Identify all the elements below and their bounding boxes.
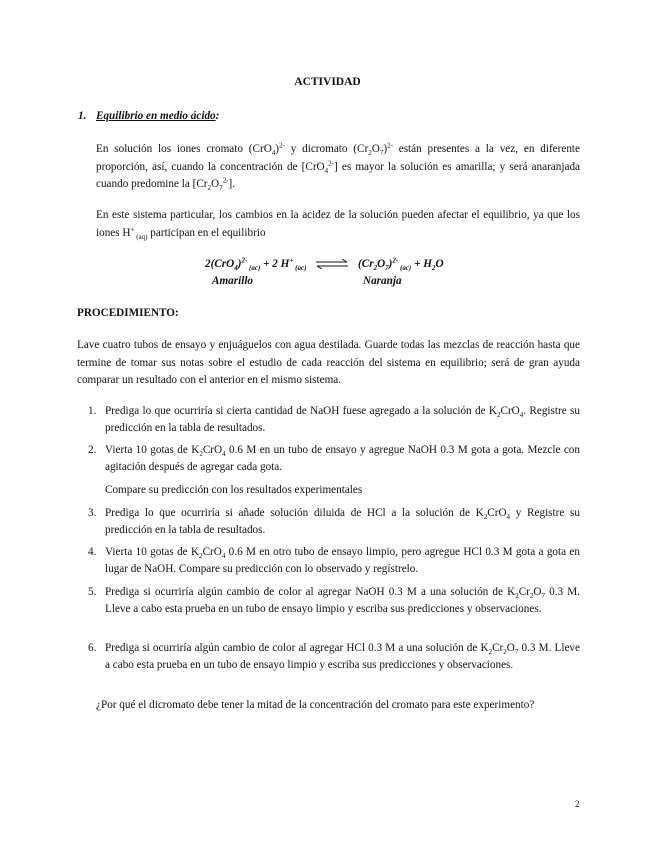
document-title: ACTIVIDAD — [294, 76, 361, 88]
label-naranja: Naranja — [363, 275, 402, 287]
section-colon: : — [215, 110, 220, 122]
paragraph-acidity: En este sistema particular, los cambios en la acidez de la solución pueden afectar el equilibrio, ya que los iones H+ $_{(aq)}$ participan en el equilibrio — [96, 209, 580, 241]
label-amarillo: Amarillo — [212, 275, 254, 287]
final-question: ¿Por qué el dicromato debe tener la mitad de la concentración del cromato para este experimento? — [96, 699, 535, 711]
section-title: Equilibrio en medio ácido — [96, 110, 216, 122]
list-item: 4. Vierta 10 gotas de $K_2CrO_4$ 0.6 M en otro tubo de ensayo limpio, pero agregue HCl 0.3 M gota a gota en lugar de NaOH. Compare su predicción con lo observado y regístrelo. — [88, 546, 580, 576]
procedure-intro: Lave cuatro tubos de ensayo y enjuáguelos con agua destilada. Guarde todas las mezclas de reacción hasta que termine de tomar sus notas sobre el estudio de cada reacción del sistema en equilibrio; será de gran ayuda comparar un resultado con el anterior en el mismo sistema. — [77, 339, 580, 387]
equilibrium-equation: $2(CrO_4)^{2-}$ $_{(ac)}$ + 2 H+ $_{(ac)}$ $(Cr_2O_7)^{2-}$ $_{(ac)} + H_2O$ — [205, 256, 444, 273]
list-item: 3. Prediga lo que ocurriría si añade solución diluida de HCl a la solución de $K_2CrO_4$ y Registre su predicción en la tabla de resultados. — [88, 507, 580, 537]
section-number: 1. — [78, 110, 87, 122]
procedure-title: PROCEDIMIENTO: — [77, 307, 179, 319]
list-item: 5. Prediga si ocurriría algún cambio de color al agregar NaOH 0.3 M a una solución de $K_2Cr_2O_7$ 0.3 M. Lleve a cabo esta prueba en un tubo de ensayo limpio y escriba sus predicciones y observaciones. — [88, 586, 581, 616]
compare-note: Compare su predicción con los resultados experimentales — [105, 484, 363, 496]
list-item: 6. Prediga si ocurriría algún cambio de color al agregar HCl 0.3 M a una solución de $K_2Cr_2O_7$ 0.3 M. Lleve a cabo esta prueba en un tubo de ensayo limpio y escriba sus predicciones y observaciones. — [88, 642, 580, 672]
paragraph-ions: En solución los iones cromato $(CrO_4)^{2-}$ y dicromato $(Cr_2O_7)^{2-}$ están presentes a la vez, en diferente proporción, así, cuando la concentración de [CrO$_4^{2-}$] es mayor la solución es amarilla; y será anaranjada cuando predomine la $[Cr_2O_7^{2-}]$. — [96, 141, 581, 193]
page-number: 2 — [575, 799, 580, 809]
section-heading — [96, 110, 219, 122]
equilibrium-arrow-icon — [315, 259, 349, 269]
list-item: 1. Predigа lo que ocurriría si cierta cantidad de NaOH fuese agregado a la solución de $K_2CrO_4$. Registre su predicción en la tabla de resultados. — [88, 405, 580, 435]
list-item: 2. Vierta 10 gotas de $K_2CrO_4$ 0.6 M en un tubo de ensayo y agregue NaOH 0.3 M gota a gota. Mezcle con agitación después de agregar cada gota. — [88, 444, 580, 474]
